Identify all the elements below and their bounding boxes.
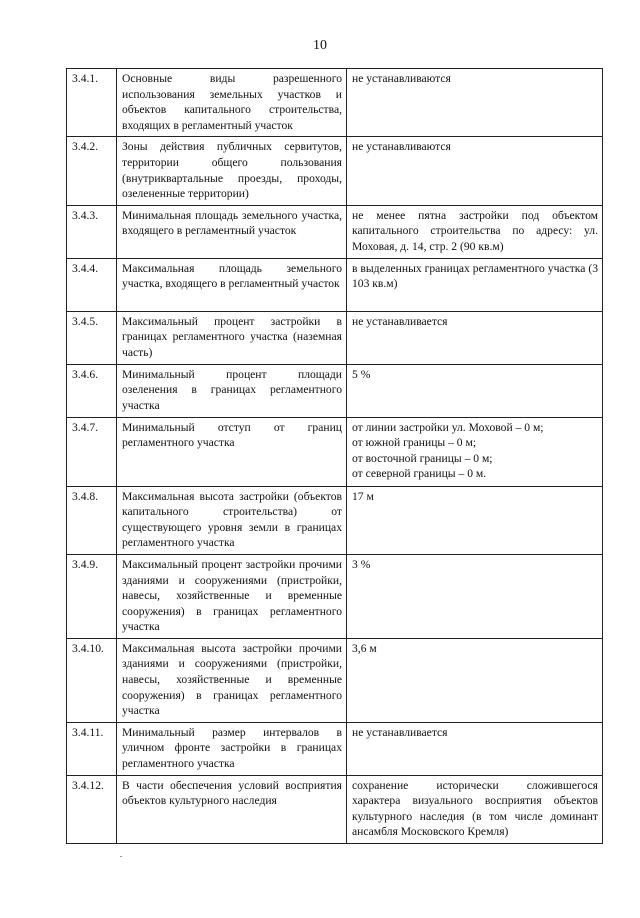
parameter-cell: Максимальная площадь земельного участка, входящего в регламентный участок <box>117 258 347 311</box>
parameter-cell: В части обеспечения условий восприятия объектов культурного наследия <box>117 775 347 843</box>
parameter-cell: Минимальный размер интервалов в уличном фронте застройки в границах регламентного участка <box>117 722 347 775</box>
table-row <box>67 417 603 486</box>
table-row <box>67 486 603 554</box>
value-line: в выделенных границах регламентного участка (3 103 кв.м) <box>352 261 598 291</box>
value-cell <box>347 258 603 311</box>
parameter-cell: Максимальная высота застройки прочими зданиями и сооружениями (пристройки, навесы, хозяйственные и временные сооружения) в границах регламентного участка <box>117 638 347 722</box>
value-cell <box>347 69 603 137</box>
row-number: 3.4.4. <box>67 258 117 311</box>
row-number: 3.4.12. <box>67 775 117 843</box>
value-line: от северной границы – 0 м. <box>352 467 487 481</box>
value-cell <box>347 638 603 722</box>
regulation-table-body <box>67 69 603 844</box>
value-line: не устанавливаются <box>352 140 451 154</box>
value-line: от восточной границы – 0 м; <box>352 451 493 465</box>
parameter-cell: Минимальный отступ от границ регламентного участка <box>117 417 347 486</box>
row-number: 3.4.6. <box>67 364 117 417</box>
value-line: 3 % <box>352 557 371 571</box>
table-row <box>67 554 603 638</box>
value-line: 5 % <box>352 367 371 381</box>
value-line: не устанавливаются <box>352 72 451 85</box>
value-line: не устанавливается <box>352 314 448 328</box>
value-line: не устанавливается <box>352 725 448 739</box>
table-row <box>67 364 603 417</box>
table-row <box>67 722 603 775</box>
parameter-cell: Минимальный процент площади озеленения в границах регламентного участка <box>117 364 347 417</box>
value-cell <box>347 311 603 364</box>
table-row <box>67 69 603 137</box>
value-cell <box>347 205 603 258</box>
table-row <box>67 258 603 311</box>
value-line: 17 м <box>352 489 374 503</box>
row-number: 3.4.5. <box>67 311 117 364</box>
scan-speck <box>120 856 122 857</box>
value-line: не менее пятна застройки под объектом капитального строительства по адресу: ул. Моховая, д. 14, стр. 2 (90 кв.м) <box>352 208 598 253</box>
regulation-table <box>66 68 603 844</box>
row-number: 3.4.10. <box>67 638 117 722</box>
table-row <box>67 137 603 205</box>
parameter-cell: Зоны действия публичных сервитутов, территории общего пользования (внутриквартальные проезды, проходы, озелененные территории) <box>117 137 347 205</box>
value-cell <box>347 417 603 486</box>
value-cell <box>347 775 603 843</box>
row-number: 3.4.8. <box>67 486 117 554</box>
row-number: 3.4.3. <box>67 205 117 258</box>
value-cell <box>347 554 603 638</box>
row-number: 3.4.9. <box>67 554 117 638</box>
value-cell <box>347 486 603 554</box>
value-line: 3,6 м <box>352 641 377 655</box>
value-line: сохранение исторически сложившегося характера визуального восприятия объектов культурного наследия (в том числе доминант ансамбля Московского Кремля) <box>352 778 598 839</box>
value-line: от южной границы – 0 м; <box>352 436 477 450</box>
row-number: 3.4.2. <box>67 137 117 205</box>
parameter-cell: Основные виды разрешенного использования земельных участков и объектов капитального строительства, входящих в регламентный участок <box>117 69 347 137</box>
parameter-cell: Минимальная площадь земельного участка, входящего в регламентный участок <box>117 205 347 258</box>
row-number: 3.4.7. <box>67 417 117 486</box>
value-cell <box>347 722 603 775</box>
table-row <box>67 775 603 843</box>
parameter-cell: Максимальный процент застройки прочими зданиями и сооружениями (пристройки, навесы, хозяйственные и временные сооружения) в границах регламентного участка <box>117 554 347 638</box>
value-cell <box>347 364 603 417</box>
table-row <box>67 638 603 722</box>
table-row <box>67 205 603 258</box>
page-number: 10 <box>313 38 327 53</box>
table-row <box>67 311 603 364</box>
row-number: 3.4.11. <box>67 722 117 775</box>
parameter-cell: Максимальная высота застройки (объектов капитального строительства) от существующего уровня земли в границах регламентного участка <box>117 486 347 554</box>
parameter-cell: Максимальный процент застройки в границах регламентного участка (наземная часть) <box>117 311 347 364</box>
value-line: от линии застройки ул. Моховой – 0 м; <box>352 420 544 434</box>
row-number: 3.4.1. <box>67 69 117 137</box>
value-cell <box>347 137 603 205</box>
